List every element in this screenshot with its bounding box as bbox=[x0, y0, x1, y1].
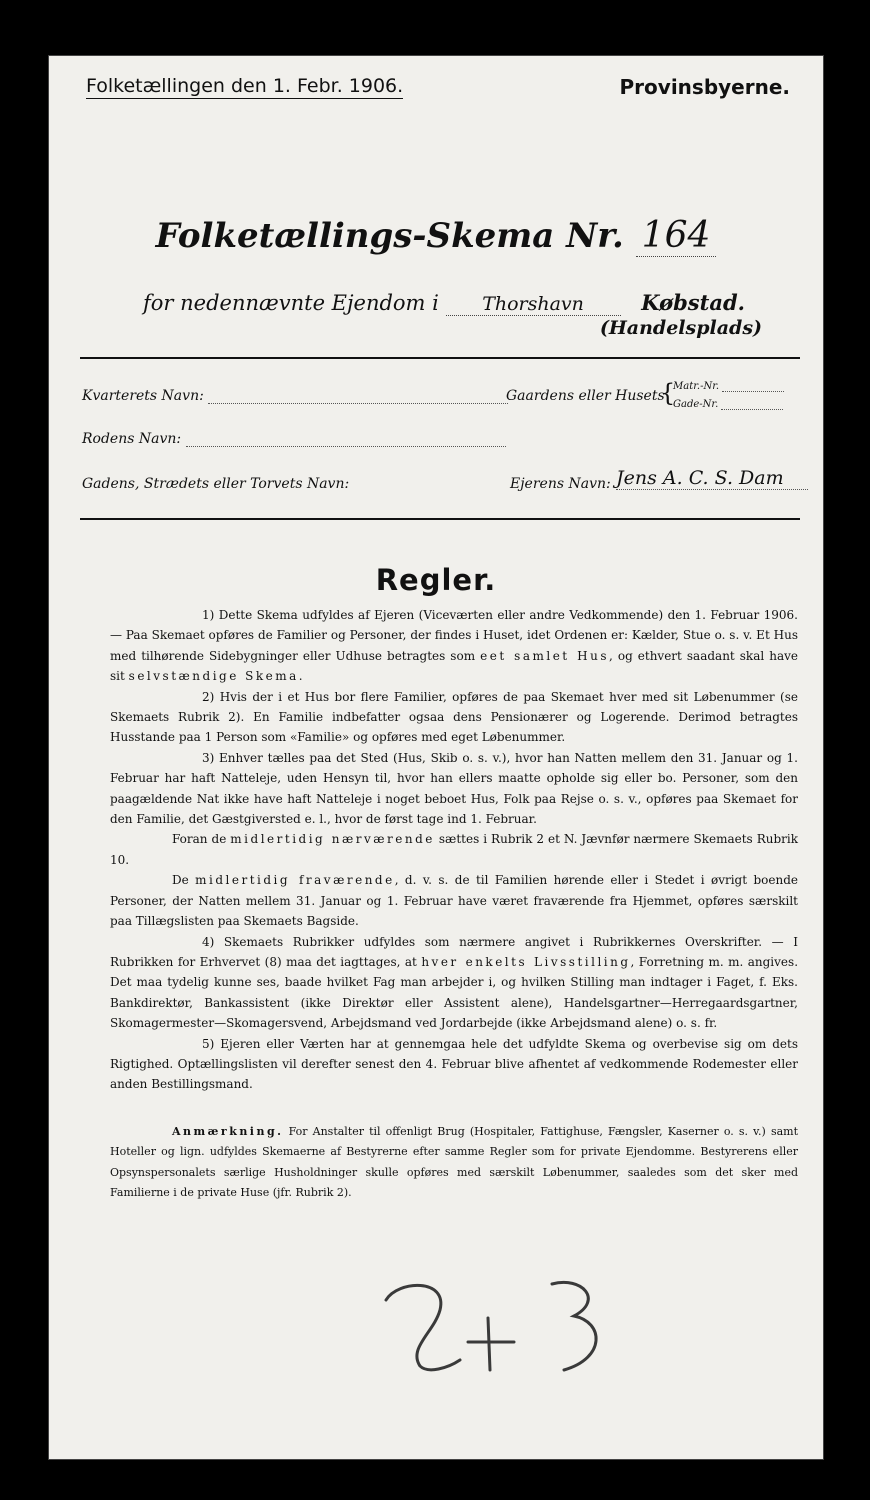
owner-label: Ejerens Navn: bbox=[510, 476, 611, 492]
matr-label: Matr.-Nr. bbox=[673, 381, 720, 392]
street-label: Gadens, Strædets eller Torvets Navn: bbox=[82, 476, 350, 492]
owner-name: Jens A. C. S. Dam bbox=[616, 467, 808, 490]
form-title bbox=[48, 215, 824, 256]
house-field bbox=[506, 388, 665, 404]
rule-3: 3) Enhver tælles paa det Sted (Hus, Skib o. s. v.), hvor han Natten mellem den 31. Januar og 1. Februar har haft Natteleje, uden Hensyn til, hvor han ellers maatte opholde sig eller bo. Personer, som den paagældende Nat ikke have haft Natteleje i noget beboet Hus, Folk paa Rejse o. s. v., opføres paa Skemaet for den Familie, det Gæstgiversted e. l., hvor de først tage ind 1. Februar. bbox=[110, 750, 798, 827]
matr-line bbox=[722, 391, 784, 392]
quarter-line bbox=[208, 403, 508, 404]
rules-heading: Regler. bbox=[375, 563, 497, 597]
house-label: Gaardens eller Husets bbox=[506, 388, 665, 404]
ward-field bbox=[82, 431, 506, 447]
bottom-divider bbox=[80, 518, 800, 520]
trading-post-label: (Handelsplads) bbox=[599, 317, 762, 339]
rule-5: 5) Ejeren eller Værten har at gennemgaa hele det udfyldte Skema og overbevise sig om dets Rigtighed. Optællingslisten vil derefter senest den 4. Februar blive afhentet af vedkommende Rodemester eller anden Bestillingsmand. bbox=[110, 1036, 798, 1092]
census-form-page bbox=[48, 55, 824, 1460]
brace-icon: { bbox=[660, 379, 676, 407]
owner-field bbox=[510, 476, 611, 492]
ward-label: Rodens Navn: bbox=[82, 431, 182, 447]
pencil-marks bbox=[368, 1270, 608, 1380]
street-field bbox=[82, 476, 349, 492]
form-number: 164 bbox=[636, 215, 717, 257]
street-number-label: Gade-Nr. bbox=[673, 399, 719, 410]
province-header: Provinsbyerne. bbox=[619, 75, 790, 99]
street-number-line bbox=[721, 409, 783, 410]
remark-block bbox=[110, 1122, 798, 1204]
pencil-annotation bbox=[368, 1270, 608, 1380]
rule-3-present: Foran de midlertidig nærværende sættes i Rubrik 2 et N. Jævnfør nærmere Skemaets Rubrik 10. bbox=[110, 832, 798, 867]
rule-3-absent: De midlertidig fraværende, d. v. s. de til Familien hørende eller i Stedet i øvrigt boende Personer, der Natten mellem 31. Januar og 1. Februar have været fraværende fra Hjemmet, opføres særskilt paa Tillægslisten paa Skemaets Bagside. bbox=[110, 873, 798, 929]
rule-1: 1) Dette Skema udfyldes af Ejeren (Viceværten eller andre Vedkommende) den 1. Februar 1906. — Paa Skemaet opføres de Familier og Personer, der findes i Huset, idet Ordenen er: Kælder, Stue o. s. v. Et Hus med tilhørende Sidebygninger eller Udhuse betragtes som eet samlet Hus, og ethvert saadant skal have sit selvstændige Skema. bbox=[110, 608, 798, 684]
property-line bbox=[143, 290, 745, 316]
form-title-text: Folketællings-Skema Nr. bbox=[155, 216, 624, 256]
ward-line bbox=[186, 446, 506, 447]
top-divider bbox=[80, 357, 800, 359]
town-name: Thorshavn bbox=[446, 293, 621, 316]
town-type: Købstad. bbox=[641, 290, 745, 315]
street-number-field bbox=[673, 399, 783, 410]
property-prefix: for nedennævnte Ejendom i bbox=[143, 291, 439, 315]
quarter-field bbox=[82, 388, 508, 404]
matr-field bbox=[673, 381, 784, 392]
rule-4: 4) Skemaets Rubrikker udfyldes som nærmere angivet i Rubrikkernes Overskrifter. — I Rubrikken for Erhvervet (8) maa det iagttages, at hver enkelts Livsstilling, Forretning m. m. angives. Det maa tydelig kunne ses, baade hvilket Fag man arbejder i, og hvilken Stilling man indtager i Faget, f. Eks. Bankdirektør, Bankassistent (ikke Direktør eller Assistent alene), Handelsgartner—Herregaardsgartner, Skomagermester—Skomagersvend, Arbejdsmand ved Jordarbejde (ikke Arbejdsmand alene) o. s. fr. bbox=[110, 934, 799, 1031]
quarter-label: Kvarterets Navn: bbox=[82, 388, 204, 404]
remark-text: Anmærkning. For Anstalter til offenligt Brug (Hospitaler, Fattighuse, Fængsler, Kaserner o. s. v.) samt Hoteller og lign. udfyldes Skemaerne af Bestyrerne efter samme Regler som for private Ejendomme. Bestyrerens eller Opsynspersonalets særlige Husholdninger skulle opføres med særskilt Løbenummer, saaledes som det sker med Familierne i de private Huse (jfr. Rubrik 2). bbox=[110, 1125, 798, 1200]
census-date-header: Folketællingen den 1. Febr. 1906. bbox=[86, 75, 404, 97]
rule-2: 2) Hvis der i et Hus bor flere Familier, opføres de paa Skemaet hver med sit Løbenummer (se Skemaets Rubrik 2). En Familie indbefatter ogsaa dens Pensionærer og Logerende. Derimod betragtes Husstande paa 1 Person som «Familie» og opføres med eget Løbenummer. bbox=[110, 689, 798, 745]
rules-body bbox=[110, 605, 798, 1095]
remark-label: Anmærkning. bbox=[172, 1125, 284, 1138]
